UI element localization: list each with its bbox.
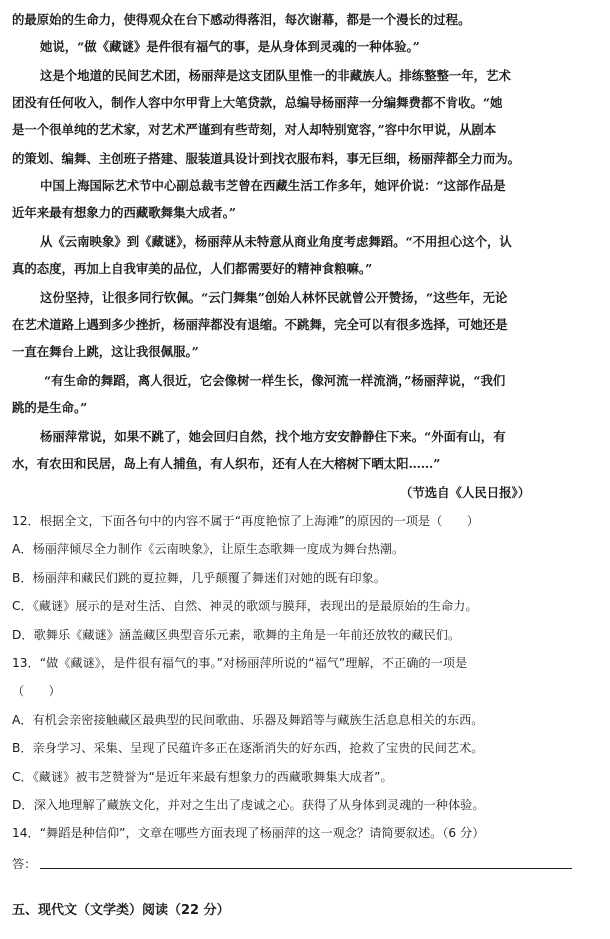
- question-12-option-a: A．杨丽萍倾尽全力制作《云南映象》，让原生态歌舞一度成为舞台热潮。: [12, 542, 405, 556]
- question-13-option-b: B．亲身学习、采集、呈现了民蕴许多正在逐渐消失的好东西，抢救了宝贵的民间艺术。: [12, 741, 484, 755]
- answer-label: 答：: [12, 857, 37, 871]
- question-12-stem: 12．根据全文，下面各句中的内容不属于“再度艳惊了上海滩”的原因的一项是（ ）: [12, 514, 479, 528]
- passage-line: 中国上海国际艺术节中心副总裁韦芝曾在西藏生活工作多年，她评价说：“这部作品是: [40, 178, 506, 193]
- passage-source: （节选自《人民日报》）: [400, 485, 531, 500]
- passage-line: 在艺术道路上遇到多少挫折，杨丽萍都没有退缩。不跳舞，完全可以有很多选择，可她还是: [12, 317, 508, 332]
- question-12-option-d: D．歌舞乐《藏谜》涵盖藏区典型音乐元素，歌舞的主角是一年前还放牧的藏民们。: [12, 628, 461, 642]
- question-13-stem-cont: （ ）: [12, 684, 61, 698]
- passage-line: 从《云南映象》到《藏谜》，杨丽萍从未特意从商业角度考虑舞蹈。“不用担心这个，认: [40, 234, 512, 249]
- passage-line: 水，有农田和民居，岛上有人捕鱼，有人织布，还有人在大榕树下晒太阳……”: [12, 456, 441, 471]
- passage-line: 这是个地道的民间艺术团，杨丽萍是这支团队里惟一的非藏族人。排练整整一年，艺术: [40, 68, 511, 83]
- passage-line: 是一个很单纯的艺术家，对艺术严谨到有些苛刻，对人却特别宽容，”容中尔甲说，从剧本: [12, 122, 497, 137]
- passage-line: 一直在舞台上跳，这让我很佩服。”: [12, 344, 199, 359]
- passage-line: 的最原始的生命力，使得观众在台下感动得落泪，每次谢幕，都是一个漫长的过程。: [12, 12, 471, 27]
- question-12-option-b: B．杨丽萍和藏民们跳的夏拉舞，几乎颠覆了舞迷们对她的既有印象。: [12, 571, 386, 585]
- answer-underline: [40, 868, 572, 869]
- question-14-stem: 14．“舞蹈是种信仰”，文章在哪些方面表现了杨丽萍的这一观念？请简要叙述。（6 分）: [12, 826, 485, 840]
- question-13-option-a: A．有机会亲密接触藏区最典型的民间歌曲、乐器及舞蹈等与藏族生活息息相关的东西。: [12, 713, 484, 727]
- passage-line: 的策划、编舞、主创班子搭建、服装道具设计到找衣服布料，事无巨细，杨丽萍都全力而为。: [12, 151, 521, 166]
- passage-line: 杨丽萍常说，如果不跳了，她会回归自然，找个地方安安静静住下来。“外面有山，有: [40, 429, 506, 444]
- passage-line: 这份坚持，让很多同行钦佩。“云门舞集”创始人林怀民就曾公开赞扬，“这些年，无论: [40, 290, 508, 305]
- passage-line: 团没有任何收入，制作人容中尔甲背上大笔贷款，总编导杨丽萍一分编舞费都不肯收。“她: [12, 95, 503, 110]
- question-13-option-c: C．《藏谜》被韦芝赞誉为“是近年来最有想象力的西藏歌舞集大成者”。: [12, 770, 393, 784]
- passage-line: 真的态度，再加上自我审美的品位，人们都需要好的精神食粮嘛。”: [12, 261, 373, 276]
- question-13-stem: 13．“做《藏谜》，是件很有福气的事。”对杨丽萍所说的“福气”理解，不正确的一项是: [12, 656, 468, 670]
- question-12-option-c: C．《藏谜》展示的是对生活、自然、神灵的歌颂与膜拜，表现出的是最原始的生命力。: [12, 599, 478, 613]
- passage-line: “有生命的舞蹈，离人很近，它会像树一样生长，像河流一样流淌，”杨丽萍说，“我们: [44, 373, 506, 388]
- passage-line: 近年来最有想象力的西藏歌舞集大成者。”: [12, 205, 236, 220]
- question-13-option-d: D．深入地理解了藏族文化，并对之生出了虔诚之心。获得了从身体到灵魂的一种体验。: [12, 798, 485, 812]
- passage-line: 跳的是生命。”: [12, 400, 88, 415]
- question-14-answer-area[interactable]: [12, 848, 572, 874]
- section-heading: 五、现代文（文学类）阅读（22 分）: [12, 903, 230, 918]
- passage-line: 她说，“做《藏谜》是件很有福气的事，是从身体到灵魂的一种体验。”: [40, 39, 420, 54]
